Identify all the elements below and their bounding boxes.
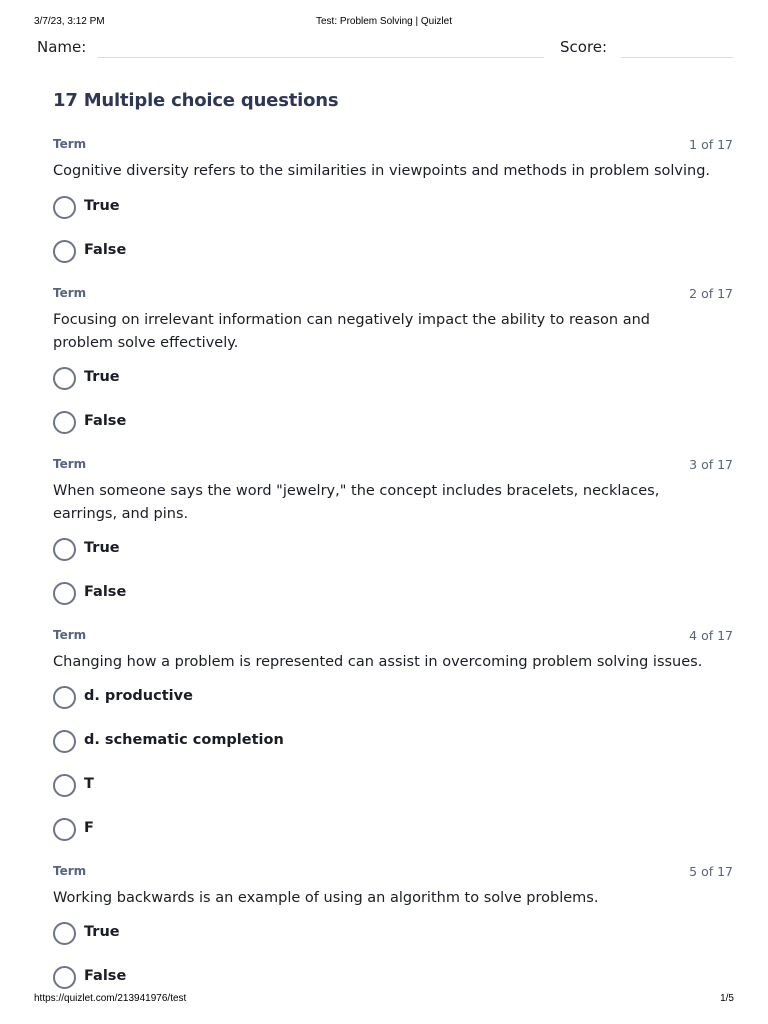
option-label: False xyxy=(84,413,127,429)
question-label: Term xyxy=(53,286,87,300)
option-label: d. productive xyxy=(84,688,193,704)
answer-option[interactable] xyxy=(53,818,453,842)
radio-button[interactable] xyxy=(53,686,76,709)
section-title: 17 Multiple choice questions xyxy=(53,90,339,111)
option-label: True xyxy=(84,198,120,214)
answer-option[interactable] xyxy=(53,240,453,264)
answer-option[interactable] xyxy=(53,686,453,710)
question-text: Cognitive diversity refers to the similarities in viewpoints and methods in problem solving. xyxy=(53,163,711,179)
radio-button[interactable] xyxy=(53,922,76,945)
radio-button[interactable] xyxy=(53,774,76,797)
radio-button[interactable] xyxy=(53,966,76,989)
question-2 xyxy=(53,286,733,429)
radio-button[interactable] xyxy=(53,818,76,841)
answer-option[interactable] xyxy=(53,774,453,798)
question-text: When someone says the word "jewelry," the concept includes bracelets, necklaces, earrings, and pins. xyxy=(53,483,660,522)
question-1 xyxy=(53,137,733,258)
radio-button[interactable] xyxy=(53,367,76,390)
print-header xyxy=(0,16,768,32)
question-counter: 2 of 17 xyxy=(689,286,733,301)
option-label: T xyxy=(84,776,94,792)
answer-option[interactable] xyxy=(53,196,453,220)
option-label: False xyxy=(84,968,127,984)
question-counter: 1 of 17 xyxy=(689,137,733,152)
name-score-row xyxy=(37,38,733,60)
option-label: True xyxy=(84,369,120,385)
print-footer xyxy=(0,993,768,1009)
answer-option[interactable] xyxy=(53,966,453,990)
option-label: True xyxy=(84,924,120,940)
radio-button[interactable] xyxy=(53,240,76,263)
answer-option[interactable] xyxy=(53,922,453,946)
question-text: Working backwards is an example of using an algorithm to solve problems. xyxy=(53,890,599,906)
score-field[interactable] xyxy=(621,57,733,58)
print-url: https://quizlet.com/213941976/test xyxy=(34,993,187,1004)
answer-option[interactable] xyxy=(53,367,453,391)
radio-button[interactable] xyxy=(53,411,76,434)
question-4 xyxy=(53,628,733,836)
question-label: Term xyxy=(53,457,87,471)
score-label: Score: xyxy=(560,38,608,56)
name-label: Name: xyxy=(37,38,87,56)
question-label: Term xyxy=(53,628,87,642)
question-counter: 4 of 17 xyxy=(689,628,733,643)
option-label: False xyxy=(84,584,127,600)
answer-option[interactable] xyxy=(53,582,453,606)
radio-button[interactable] xyxy=(53,582,76,605)
page-number: 1/5 xyxy=(720,993,734,1004)
question-3 xyxy=(53,457,733,600)
question-text: Changing how a problem is represented can assist in overcoming problem solving issues. xyxy=(53,654,703,670)
radio-button[interactable] xyxy=(53,196,76,219)
question-5 xyxy=(53,864,733,984)
radio-button[interactable] xyxy=(53,730,76,753)
name-field[interactable] xyxy=(98,57,544,58)
radio-button[interactable] xyxy=(53,538,76,561)
option-label: True xyxy=(84,540,120,556)
question-label: Term xyxy=(53,864,87,878)
print-title: Test: Problem Solving | Quizlet xyxy=(316,16,452,27)
answer-option[interactable] xyxy=(53,538,453,562)
question-text: Focusing on irrelevant information can negatively impact the ability to reason and problem solve effectively. xyxy=(53,312,650,351)
answer-option[interactable] xyxy=(53,411,453,435)
print-datetime: 3/7/23, 3:12 PM xyxy=(34,16,105,27)
question-counter: 5 of 17 xyxy=(689,864,733,879)
option-label: False xyxy=(84,242,127,258)
answer-option[interactable] xyxy=(53,730,453,754)
question-counter: 3 of 17 xyxy=(689,457,733,472)
option-label: F xyxy=(84,820,94,836)
option-label: d. schematic completion xyxy=(84,732,284,748)
question-label: Term xyxy=(53,137,87,151)
